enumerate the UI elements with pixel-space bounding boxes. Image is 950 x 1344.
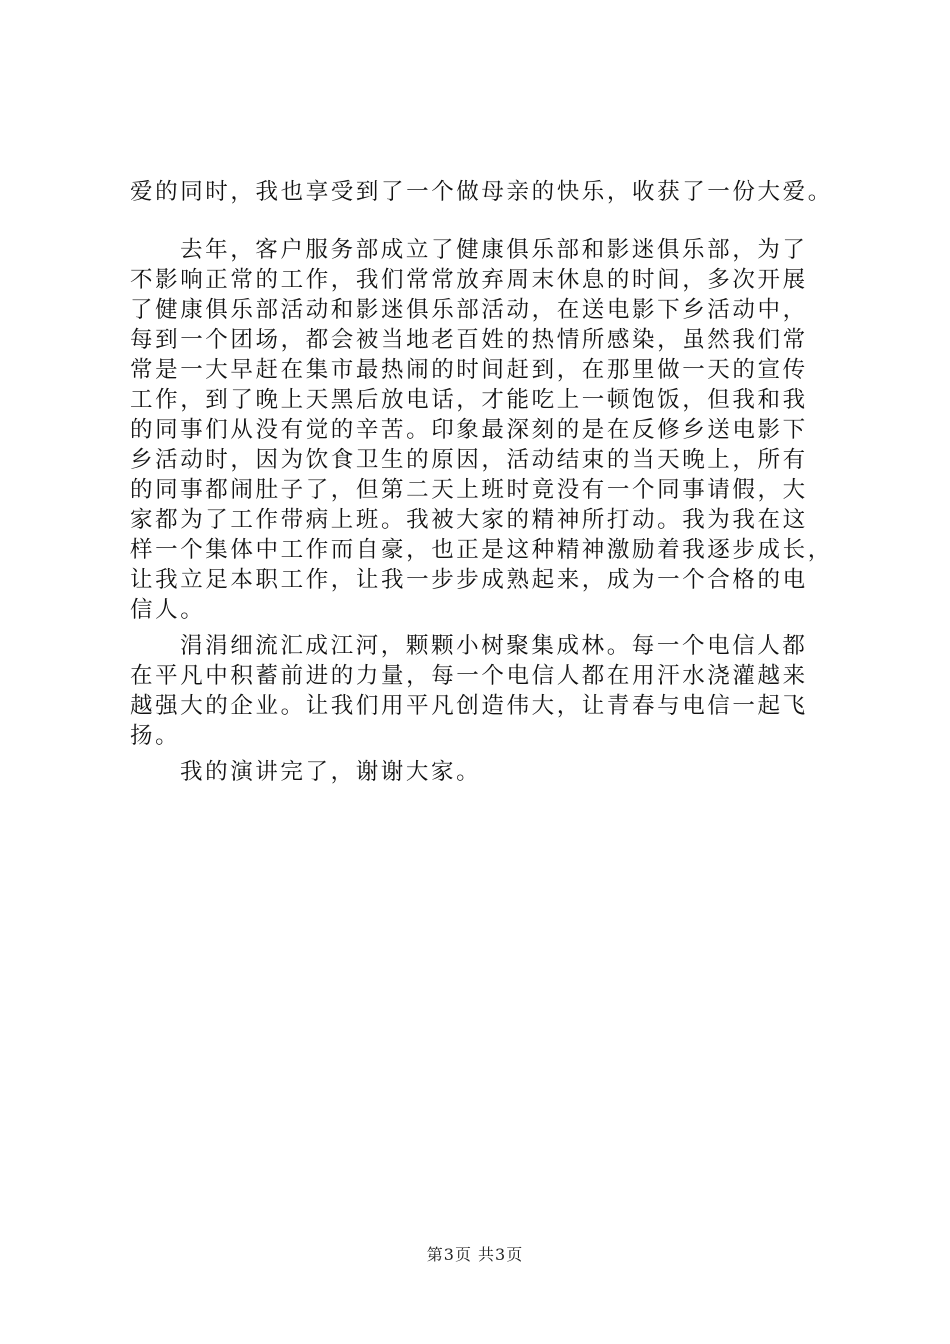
text-line: 乡活动时，因为饮食卫生的原因，活动结束的当天晚上，所有: [130, 447, 808, 473]
text-line: 的同事们从没有觉的辛苦。印象最深刻的是在反修乡送电影下: [130, 417, 808, 443]
paragraph-first-line: 涓涓细流汇成江河，颗颗小树聚集成林。每一个电信人都: [180, 633, 808, 659]
page-footer: 第3页 共3页: [426, 1245, 524, 1264]
text-line: 爱的同时，我也享受到了一个做母亲的快乐，收获了一份大爱。: [130, 179, 833, 205]
text-line: 在平凡中积蓄前进的力量，每一个电信人都在用汗水浇灌越来: [130, 663, 808, 689]
text-line: 工作，到了晚上天黑后放电话，才能吃上一顿饱饭，但我和我: [130, 387, 808, 413]
text-line: 越强大的企业。让我们用平凡创造伟大，让青春与电信一起飞: [130, 693, 808, 719]
text-line: 常是一大早赶在集市最热闹的时间赶到，在那里做一天的宣传: [130, 357, 808, 383]
text-line: 每到一个团场，都会被当地老百姓的热情所感染，虽然我们常: [130, 327, 808, 353]
closing-line: 我的演讲完了，谢谢大家。: [180, 759, 482, 785]
text-line: 了健康俱乐部活动和影迷俱乐部活动，在送电影下乡活动中，: [130, 297, 808, 323]
text-line: 让我立足本职工作，让我一步步成熟起来，成为一个合格的电: [130, 567, 808, 593]
text-line: 扬。: [130, 723, 181, 749]
text-line: 样一个集体中工作而自豪，也正是这种精神激励着我逐步成长，: [130, 537, 833, 563]
text-line: 不影响正常的工作，我们常常放弃周末休息的时间，多次开展: [130, 267, 808, 293]
paragraph-first-line: 去年，客户服务部成立了健康俱乐部和影迷俱乐部，为了: [180, 237, 808, 263]
text-line: 信人。: [130, 597, 206, 623]
text-line: 家都为了工作带病上班。我被大家的精神所打动。我为我在这: [130, 507, 808, 533]
text-line: 的同事都闹肚子了，但第二天上班时竟没有一个同事请假，大: [130, 477, 808, 503]
